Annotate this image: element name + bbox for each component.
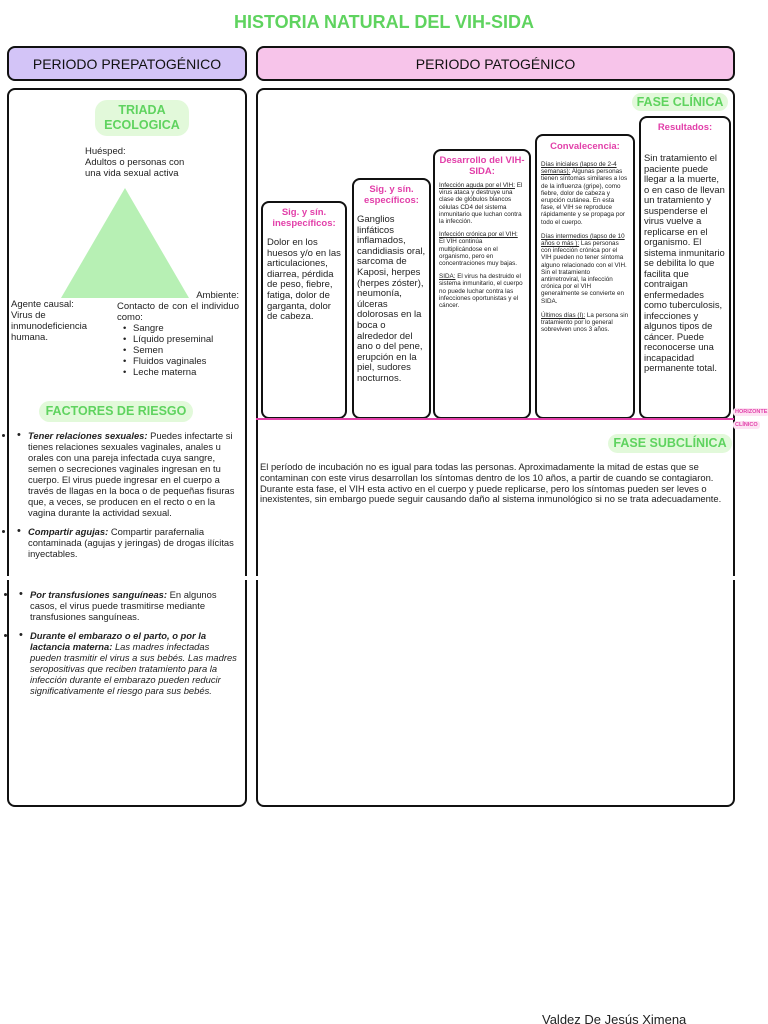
factor-title: Durante el embarazo o el parto, o por la lactancia materna: bbox=[30, 630, 207, 652]
list-item bbox=[15, 526, 239, 559]
horizonte-clinico-line bbox=[256, 418, 734, 420]
card-title: Convalecencia: bbox=[550, 141, 620, 152]
card-resultados bbox=[639, 116, 731, 419]
para-head: Últimos días (I): bbox=[541, 311, 586, 319]
conval-p3 bbox=[541, 312, 629, 334]
card-title: Resultados: bbox=[657, 122, 713, 133]
para-text: El virus ataca y destruye una clase de glóbulos blancos células CD4 del sistema inmunitario que luchan contra la infección. bbox=[439, 182, 523, 226]
page-divider bbox=[0, 576, 768, 580]
subclinica-text: El período de incubación no es igual para todas las personas. Aproximadamente la mitad de estas que se contaminan con este virus desarrollan los síntomas dentro de los 10 años, a partir de cuando se contagiaron. Durante esta fase, el VIH esta activo en el cuerpo y puede replicarse, pero los síntomas pueden ser leves o inexistentes, sin embargo puede seguir causando daño al sistema inmunológico si no se trata adecuadamente. bbox=[260, 461, 722, 505]
para-head: Infección crónica por el VIH: bbox=[439, 231, 518, 239]
list-item: • Fluidos vaginales bbox=[121, 356, 239, 367]
factores-list-1 bbox=[15, 430, 239, 567]
para-text: La persona sin tratamiento por lo general sobreviven unos 3 años. bbox=[541, 311, 629, 334]
list-item: • Leche materna bbox=[121, 367, 239, 378]
fase-subclinica-label: FASE SUBCLÍNICA bbox=[608, 434, 732, 453]
card-body: Ganglios linfáticos inflamados, candidiasis oral, sarcoma de Kaposi, herpes (herpes zóster), neumonía, úlceras dolorosas en la boca o alrededor del ano o del pene, erupción en la piel, sudores nocturnos. bbox=[357, 214, 426, 384]
desarrollo-p1 bbox=[439, 182, 525, 225]
horizonte-label-2: CLÍNICO bbox=[735, 422, 758, 428]
agente-block bbox=[11, 299, 106, 343]
ambiente-block bbox=[117, 290, 239, 378]
para-text: El VIH continúa multiplicándose en el organismo, pero en concentraciones muy bajas. bbox=[439, 238, 518, 268]
card-especificos bbox=[352, 178, 431, 419]
panel-patogenico bbox=[256, 88, 735, 807]
card-title: Sig. y sín. específicos: bbox=[364, 184, 419, 206]
triada-label-line2: ECOLOGICA bbox=[104, 118, 180, 132]
fase-clinica-label: FASE CLÍNICA bbox=[632, 93, 728, 111]
factor-title: Tener relaciones sexuales: bbox=[28, 430, 148, 441]
factor-text: Puedes infectarte si tienes relaciones sexuales vaginales, anales u orales con una pareja infectada cuya sangre, semen o secreciones vaginales ingresan en tu cuerpo. El virus puede ingresar en el cuerpo a través de llagas en la boca o de pequeñas fisuras que, a veces, se producen en el recto o en la vagina durante la actividad sexual. bbox=[28, 430, 235, 518]
conval-p1 bbox=[541, 161, 629, 226]
triada-label-line1: TRIADA bbox=[118, 103, 166, 117]
list-item: • Semen bbox=[121, 345, 239, 356]
huesped-text: Adultos o personas con una vida sexual activa bbox=[85, 157, 185, 179]
para-head: Días iniciales (lapso de 2-4 semanas): bbox=[541, 161, 617, 176]
factor-text: Las madres infectadas pueden trasmitir el virus a sus bebés. Las madres seropositivas que reciben tratamiento para la infección durante el embarazo pueden reducir significativamente el riesgo para sus bebés. bbox=[30, 641, 237, 696]
huesped-block bbox=[85, 146, 195, 179]
para-head: Días intermedios (lapso de 10 años o más ): bbox=[541, 232, 625, 248]
list-item bbox=[15, 430, 239, 518]
factor-title: Compartir agujas: bbox=[28, 526, 109, 537]
para-text: Las personas con infección crónica por el VIH pueden no tener síntoma alguno relacionado con el VIH. Sin el tratamiento antirretroviral, la infección crónica por el VIH generalmente se convierte en SIDA. bbox=[541, 240, 627, 305]
header-prepatogenico bbox=[7, 46, 247, 81]
card-convalecencia bbox=[535, 134, 635, 419]
huesped-title: Huésped: bbox=[85, 146, 126, 157]
ambiente-title: Ambiente: bbox=[196, 290, 239, 301]
para-text: Algunas personas tienen síntomas similares a los de la influenza (gripe), como fiebre, dolor de cabeza y erupción cutánea. En esta fase, el VIH se reproduce rápidamente y se propaga por todo el cuerpo. bbox=[541, 168, 628, 226]
para-head: Infección aguda por el VIH: bbox=[439, 182, 515, 189]
list-item: • Sangre bbox=[121, 323, 239, 334]
list-item bbox=[17, 630, 239, 696]
card-body: Dolor en los huesos y/o en las articulaciones, diarrea, pérdida de peso, fiebre, fatiga, dolor de garganta, dolor de cabeza. bbox=[267, 237, 341, 323]
desarrollo-p2 bbox=[439, 231, 525, 267]
conval-p2 bbox=[541, 233, 629, 305]
card-desarrollo bbox=[433, 149, 531, 419]
desarrollo-p3 bbox=[439, 273, 525, 309]
factor-text: Compartir parafernalia contaminada (agujas y jeringas) de drogas ilícitas inyectables. bbox=[28, 526, 234, 559]
header-patogenico-label: PERIODO PATOGÉNICO bbox=[415, 55, 576, 72]
para-head: SIDA: bbox=[439, 273, 456, 281]
para-text: El virus ha destruido el sistema inmunitario, el cuerpo no puede luchar contra las infecciones oportunistas y el cáncer. bbox=[439, 273, 523, 310]
factores-list-2 bbox=[17, 589, 239, 704]
factores-riesgo-label: FACTORES DE RIESGO bbox=[39, 401, 193, 422]
page-title: HISTORIA NATURAL DEL VIH-SIDA bbox=[233, 12, 534, 32]
header-patogenico bbox=[256, 46, 735, 81]
author-name: Valdez De Jesús Ximena bbox=[542, 1012, 687, 1024]
triada-triangle bbox=[61, 188, 189, 298]
card-title: Desarrollo del VIH-SIDA: bbox=[439, 155, 525, 177]
ambiente-text: Contacto de con el individuo como: bbox=[117, 301, 239, 323]
header-prepatogenico-label: PERIODO PREPATOGÉNICO bbox=[32, 55, 222, 72]
factor-title: Por transfusiones sanguíneas: bbox=[30, 589, 168, 600]
list-item: • Líquido preseminal bbox=[121, 334, 239, 345]
agente-text: Virus de inmunodeficiencia humana. bbox=[11, 310, 88, 343]
card-title: Sig. y sín. inespecíficos: bbox=[272, 207, 336, 229]
agente-title: Agente causal: bbox=[11, 299, 74, 310]
card-inespecificos bbox=[261, 201, 347, 419]
factor-text: En algunos casos, el virus puede trasmitirse mediante transfusiones sanguíneas. bbox=[30, 589, 217, 622]
card-body: Sin tratamiento el paciente puede llegar a la muerte, o en caso de llevan un tratamiento y suspenderse el virus vuelve a replicarse en el organismo. El sistema inmunitario se debilita lo que facilita que contraigan enfermedades como tuberculosis, infecciones y algunos tipos de cáncer. Puede reconocerse una incapacidad permanente total. bbox=[644, 152, 725, 373]
triada-ecologica-label bbox=[95, 100, 189, 136]
ambiente-list bbox=[121, 323, 239, 378]
horizonte-label-1: HORIZONTE bbox=[735, 409, 768, 415]
panel-prepatogenico bbox=[7, 88, 247, 807]
list-item bbox=[17, 589, 239, 622]
